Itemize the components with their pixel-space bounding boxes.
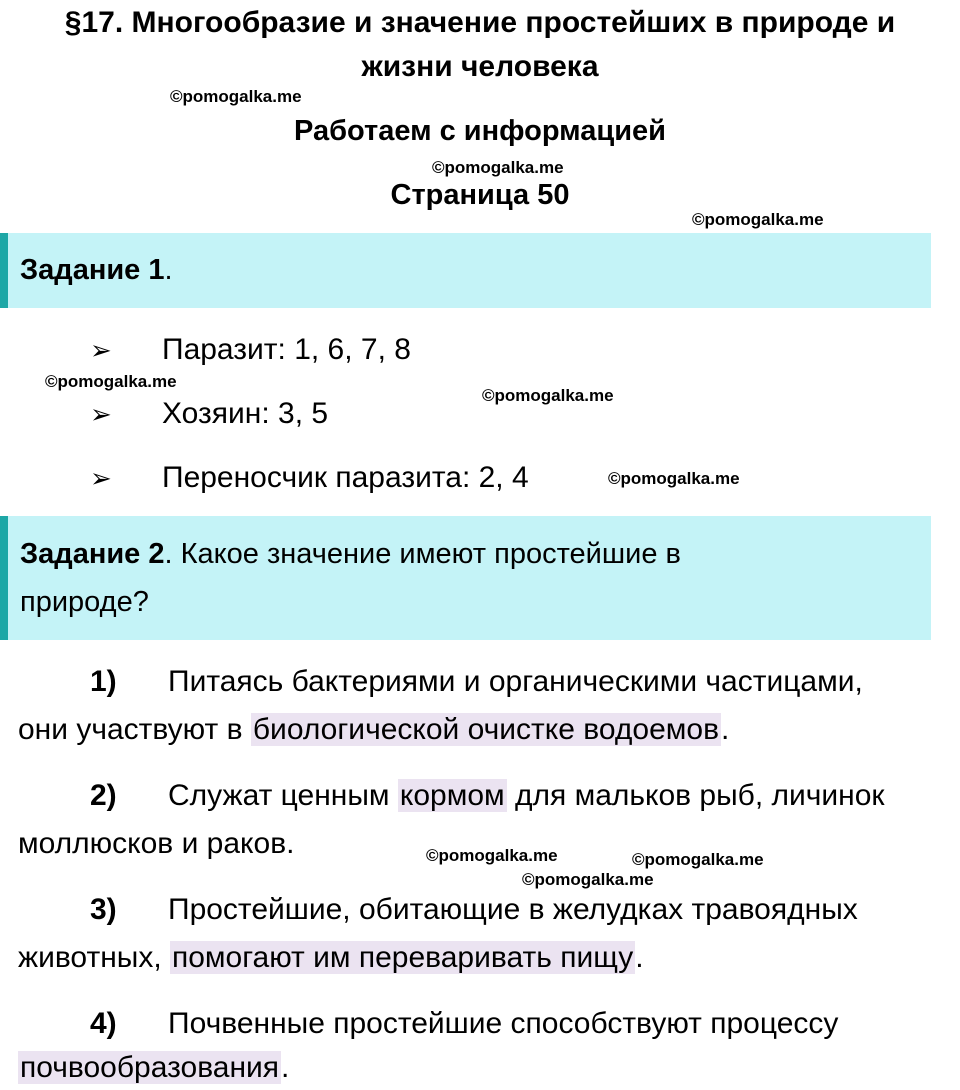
- list-item: [90, 458, 529, 498]
- task2-header: [0, 516, 931, 640]
- task1-label: Задание 1: [20, 254, 165, 286]
- page-title-line2: жизни человека: [361, 50, 599, 83]
- answer-text: Служат ценным: [168, 779, 398, 812]
- answer-1-line1: [90, 660, 863, 704]
- answer-text: .: [721, 713, 730, 746]
- watermark: ©pomogalka.me: [482, 386, 614, 405]
- list-item-text: Переносчик паразита: 2, 4: [162, 461, 529, 494]
- answer-number: 3): [90, 893, 117, 926]
- answer-text: Питаясь бактериями и органическими частицами,: [168, 665, 863, 698]
- highlighted-phrase: кормом: [399, 779, 505, 812]
- watermark: ©pomogalka.me: [432, 158, 564, 177]
- answer-4-line2: [18, 1046, 289, 1090]
- answer-3-line2: [18, 936, 644, 980]
- answer-number: 2): [90, 779, 117, 812]
- task1-suffix: .: [164, 254, 173, 286]
- list-item-text: Паразит: 1, 6, 7, 8: [162, 333, 411, 366]
- task2-question-line2: природе?: [20, 586, 149, 618]
- answer-text: Простейшие, обитающие в желудках травоядных: [168, 893, 858, 926]
- highlighted-phrase: почвообразования: [20, 1051, 280, 1084]
- answer-text: животных,: [18, 941, 170, 974]
- answer-number: 1): [90, 665, 117, 698]
- task2-question-line1: [20, 530, 931, 578]
- answer-text: для мальков рыб, личинок: [506, 779, 885, 812]
- list-item: [90, 394, 328, 434]
- answer-4-line1: [90, 1002, 838, 1046]
- list-item-text: Хозяин: 3, 5: [162, 397, 329, 430]
- answer-number: 4): [90, 1007, 117, 1040]
- watermark: ©pomogalka.me: [608, 469, 740, 488]
- watermark: ©pomogalka.me: [45, 372, 177, 391]
- task2-question-text: . Какое значение имеют простейшие в: [164, 538, 681, 570]
- page-title-line1: §17. Многообразие и значение простейших в природе и: [64, 6, 896, 39]
- highlighted-phrase: биологической очистке водоемов: [252, 713, 720, 746]
- arrow-bullet-icon: ➢: [90, 335, 112, 365]
- answer-text: они участвуют в: [18, 713, 251, 746]
- answer-2-line2: [18, 822, 294, 866]
- answer-text: моллюсков и раков.: [18, 827, 295, 860]
- watermark: ©pomogalka.me: [170, 87, 302, 106]
- watermark: ©pomogalka.me: [522, 870, 654, 889]
- list-item: [90, 330, 411, 370]
- highlighted-phrase: помогают им переваривать пищу: [172, 941, 634, 974]
- answer-1-line2: [18, 708, 729, 752]
- watermark: ©pomogalka.me: [632, 850, 764, 869]
- task2-label: Задание 2: [20, 538, 165, 570]
- answer-3-line1: [90, 888, 858, 932]
- task1-header: [0, 233, 931, 308]
- answer-text: .: [635, 941, 644, 974]
- arrow-bullet-icon: ➢: [90, 399, 112, 429]
- answer-2-line1: [90, 774, 885, 818]
- page-number-heading: Страница 50: [390, 179, 570, 211]
- watermark: ©pomogalka.me: [692, 210, 824, 229]
- section-heading: Работаем с информацией: [294, 115, 666, 147]
- answer-text: .: [281, 1051, 290, 1084]
- watermark: ©pomogalka.me: [426, 846, 558, 865]
- answer-text: Почвенные простейшие способствуют процессу: [168, 1007, 839, 1040]
- arrow-bullet-icon: ➢: [90, 463, 112, 493]
